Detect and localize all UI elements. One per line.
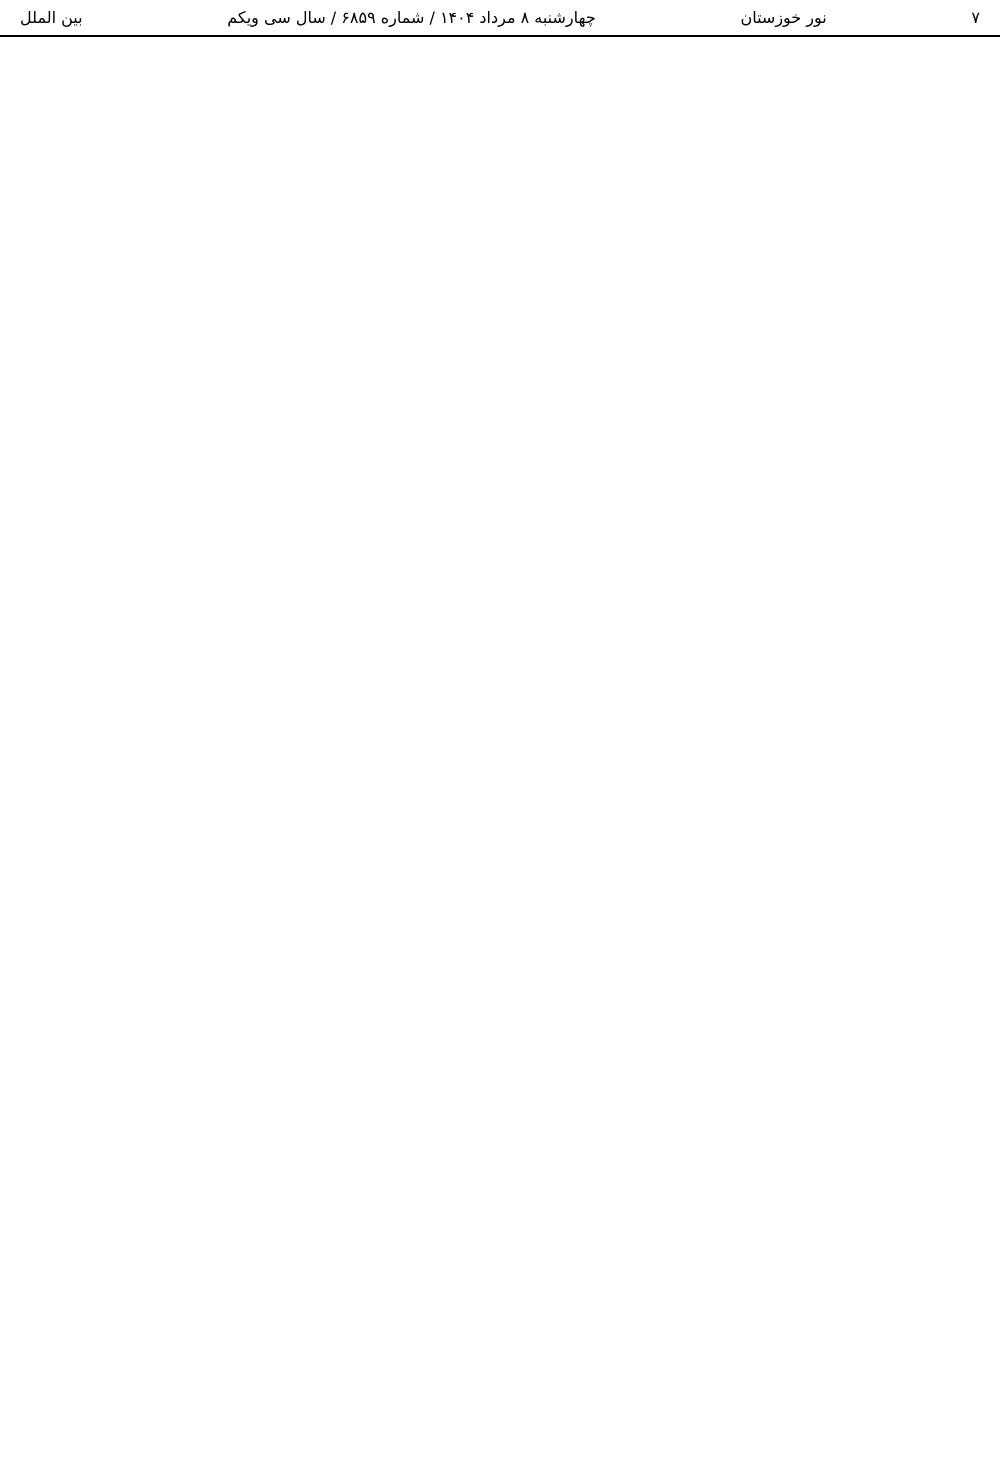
issue-info: چهارشنبه ۸ مرداد ۱۴۰۴ / شماره ۶۸۵۹ / سال سی ویکم xyxy=(227,8,596,27)
page-number: ۷ xyxy=(971,8,980,27)
section: بین الملل xyxy=(20,8,83,27)
logo: نور خوزستان xyxy=(740,8,827,27)
masthead xyxy=(0,0,1000,37)
